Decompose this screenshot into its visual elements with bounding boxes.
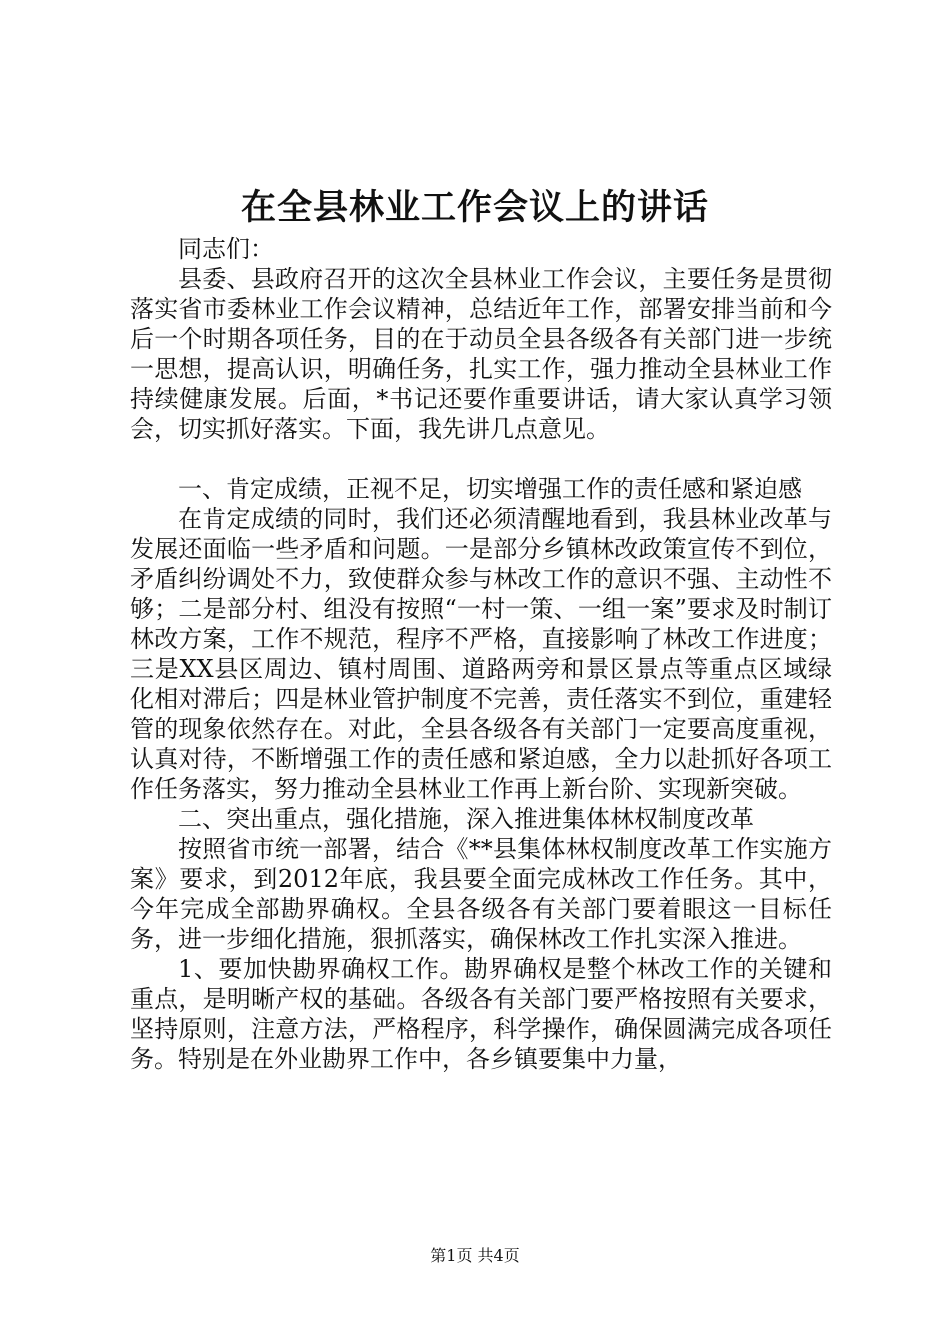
blank-line	[130, 444, 832, 474]
paragraph-item-1: 1、要加快勘界确权工作。勘界确权是整个林改工作的关键和重点，是明晰产权的基础。各级各有关部门要严格按照有关要求，坚持原则，注意方法，严格程序，科学操作，确保圆满完成各项任务。特别是在外业勘界工作中，各乡镇要集中力量，	[130, 955, 832, 1073]
document-title: 在全县林业工作会议上的讲话	[240, 187, 709, 228]
section-heading-1: 一、肯定成绩，正视不足，切实增强工作的责任感和紧迫感	[178, 475, 802, 503]
paragraph-intro: 县委、县政府召开的这次全县林业工作会议，主要任务是贯彻落实省市委林业工作会议精神，总结近年工作，部署安排当前和今后一个时期各项任务，目的在于动员全县各级各有关部门进一步统一思想，提高认识，明确任务，扎实工作，强力推动全县林业工作持续健康发展。后面，*书记还要作重要讲话，请大家认真学习领会，切实抓好落实。下面，我先讲几点意见。	[130, 265, 832, 443]
paragraph-plan: 按照省市统一部署，结合《**县集体林权制度改革工作实施方案》要求，到2012年底，我县要全面完成林改工作任务。其中，今年完成全部勘界确权。全县各级各有关部门要着眼这一目标任务，进一步细化措施，狠抓落实，确保林改工作扎实深入推进。	[130, 835, 832, 953]
section-heading-2: 二、突出重点，强化措施，深入推进集体林权制度改革	[178, 805, 754, 833]
salutation: 同志们：	[178, 235, 274, 263]
document-body	[130, 234, 832, 1074]
page-number: 第1页 共4页	[430, 1246, 520, 1265]
paragraph-problems: 在肯定成绩的同时，我们还必须清醒地看到，我县林业改革与发展还面临一些矛盾和问题。一是部分乡镇林改政策宣传不到位，矛盾纠纷调处不力，致使群众参与林改工作的意识不强、主动性不够；二是部分村、组没有按照“一村一策、一组一案”要求及时制订林改方案，工作不规范，程序不严格，直接影响了林改工作进度；三是XX县区周边、镇村周围、道路两旁和景区景点等重点区域绿化相对滞后；四是林业管护制度不完善，责任落实不到位，重建轻管的现象依然存在。对此，全县各级各有关部门一定要高度重视，认真对待，不断增强工作的责任感和紧迫感，全力以赴抓好各项工作任务落实，努力推动全县林业工作再上新台阶、实现新突破。	[130, 505, 832, 803]
